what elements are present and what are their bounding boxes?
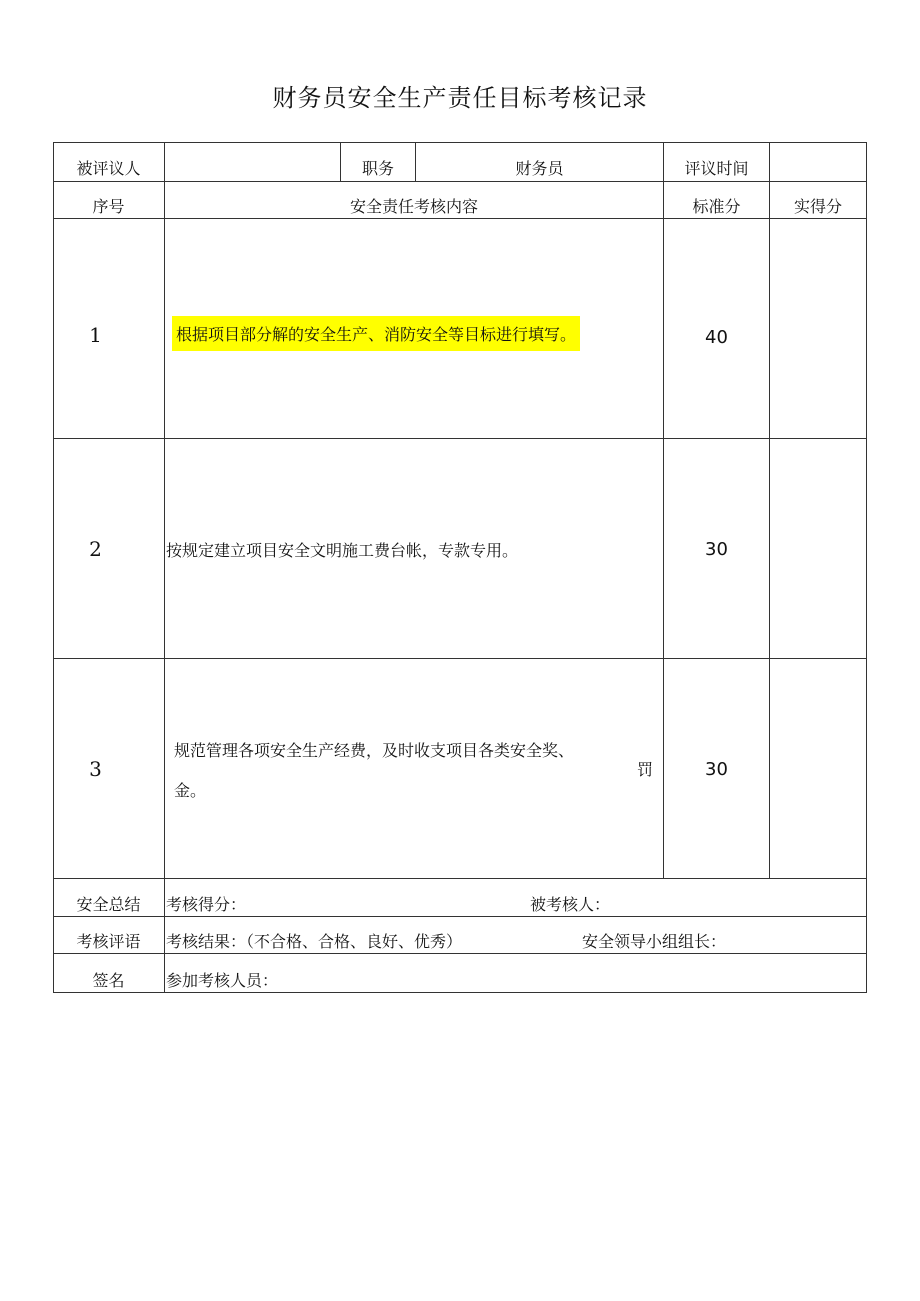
- row-standard-score: 30: [705, 538, 728, 560]
- table-border-right: [866, 142, 867, 993]
- row-actual-score[interactable]: [770, 534, 866, 564]
- sign-label: 签名: [92, 970, 125, 990]
- position-value: 财务员: [515, 158, 564, 178]
- examinee-label: 被考核人：: [530, 894, 611, 914]
- row-actual-score[interactable]: [770, 322, 866, 352]
- eval-time-label: 评议时间: [684, 158, 749, 178]
- table-line-after-row3: [53, 878, 867, 879]
- table-line-after-row2: [53, 658, 867, 659]
- comment-label: 考核评语: [76, 931, 141, 951]
- col-header-standard: 标准分: [692, 196, 741, 216]
- page-title: 财务员安全生产责任目标考核记录: [272, 84, 648, 112]
- row-number: 3: [89, 757, 102, 781]
- participants-label: 参加考核人员：: [166, 970, 279, 990]
- row-number: 1: [89, 323, 102, 347]
- col-header-actual: 实得分: [793, 196, 842, 216]
- table-line-after-row1: [53, 438, 867, 439]
- eval-time-value[interactable]: [770, 152, 866, 182]
- row-content-line1: 规范管理各项安全生产经费，及时收支项目各类安全奖、: [174, 741, 575, 760]
- table-border-left: [53, 142, 54, 993]
- col-header-no: 序号: [92, 196, 125, 216]
- evaluee-value[interactable]: [165, 152, 340, 182]
- evaluee-label: 被评议人: [76, 158, 141, 178]
- score-label: 考核得分：: [166, 894, 247, 914]
- col-header-content: 安全责任考核内容: [349, 196, 478, 216]
- summary-label: 安全总结: [76, 894, 141, 914]
- row-content-overflow-char: 罚: [637, 760, 654, 779]
- row-content-line2: 金。: [174, 781, 207, 800]
- row-content: [172, 313, 642, 353]
- result-label: 考核结果：（不合格、合格、良好、优秀）: [166, 931, 463, 951]
- leader-label: 安全领导小组组长：: [582, 931, 727, 951]
- row-content: 按规定建立项目安全文明施工费台帐，专款专用。: [166, 540, 519, 560]
- table-border-top: [53, 142, 867, 143]
- table-col-divider-1: [164, 142, 165, 993]
- row-standard-score: 40: [705, 326, 728, 348]
- position-label: 职务: [361, 158, 394, 178]
- row-actual-score[interactable]: [770, 754, 866, 784]
- row-number: 2: [89, 537, 102, 561]
- highlighted-content: 根据项目部分解的安全生产、消防安全等目标进行填写。: [172, 316, 580, 351]
- row-standard-score: 30: [705, 758, 728, 780]
